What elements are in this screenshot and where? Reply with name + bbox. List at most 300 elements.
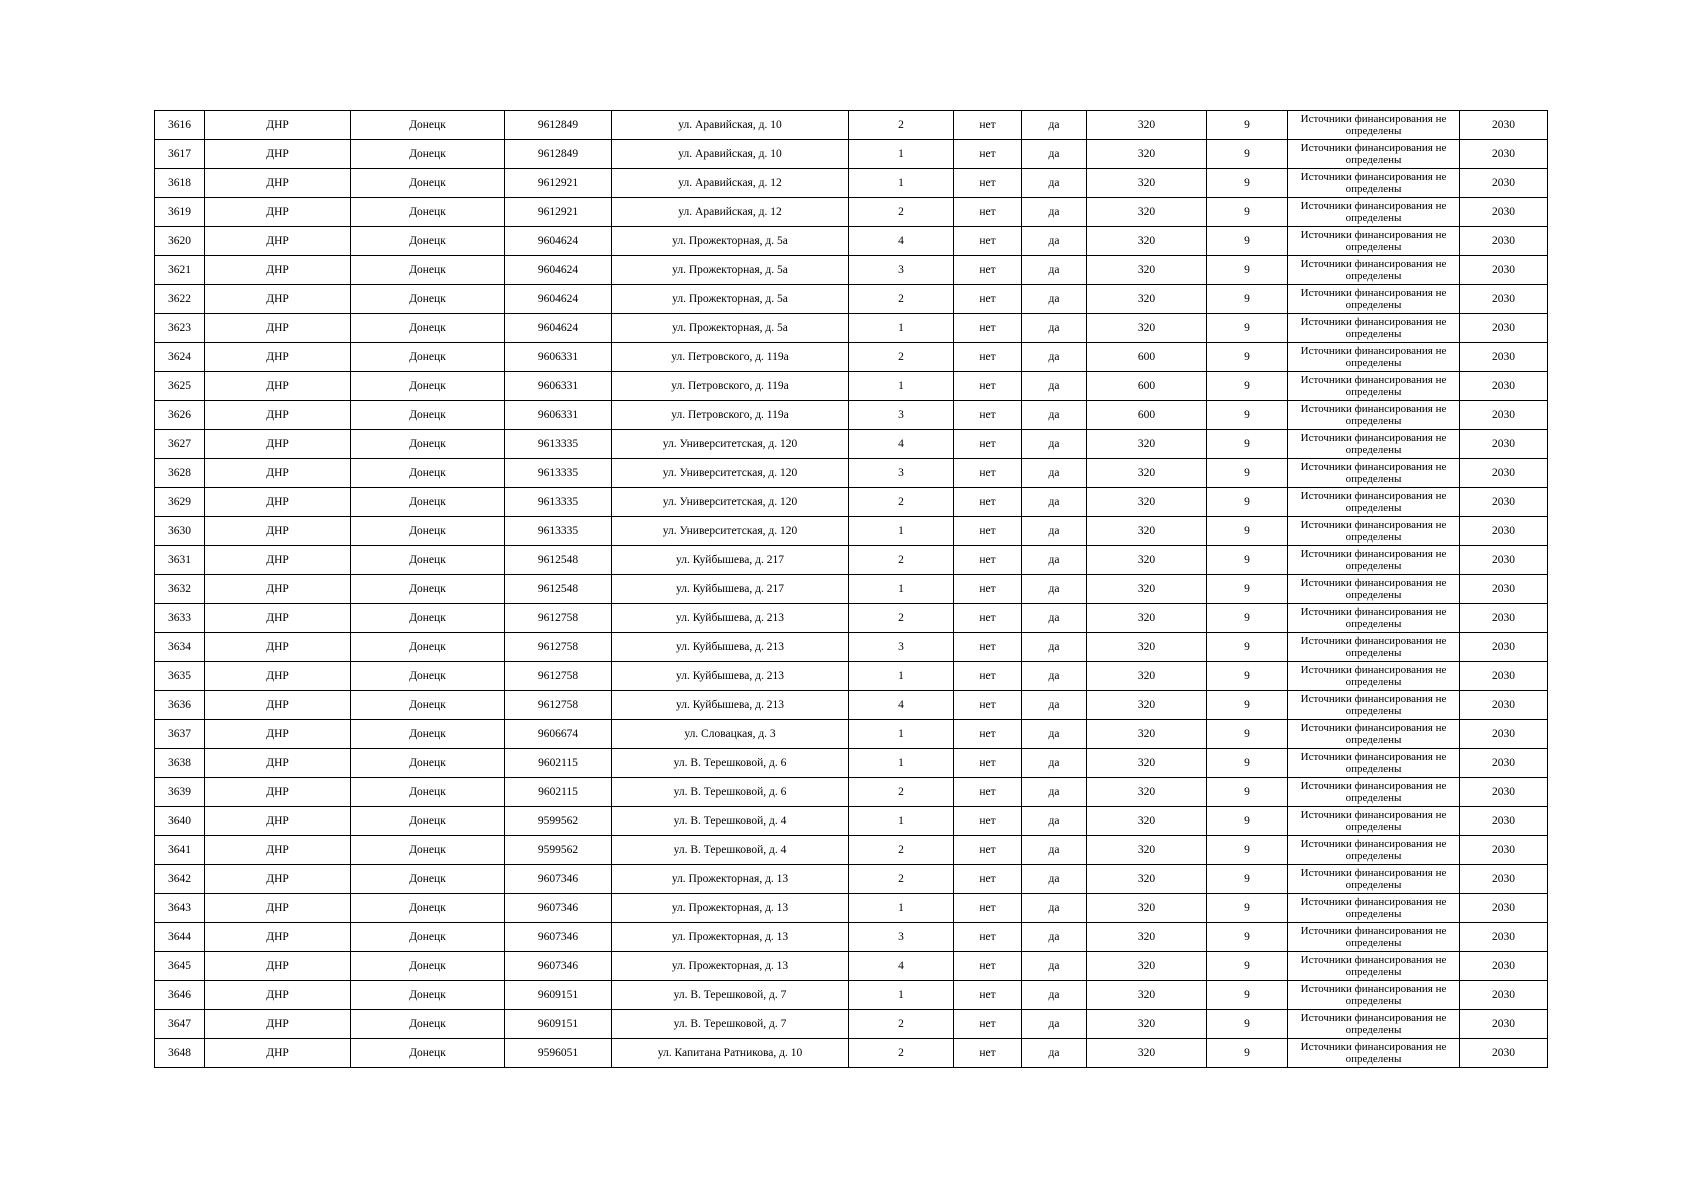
cell-quantity: 320 — [1087, 807, 1207, 836]
cell-building-id: 9612849 — [505, 140, 612, 169]
cell-city: Донецк — [351, 1010, 505, 1039]
cell-city: Донецк — [351, 198, 505, 227]
cell-floors: 9 — [1207, 1010, 1288, 1039]
cell-floors: 9 — [1207, 720, 1288, 749]
cell-year: 2030 — [1460, 836, 1548, 865]
cell-quantity: 320 — [1087, 1039, 1207, 1068]
cell-address: ул. В. Терешковой, д. 6 — [612, 778, 849, 807]
cell-city: Донецк — [351, 720, 505, 749]
cell-col-no: нет — [954, 459, 1022, 488]
cell-row-number: 3619 — [155, 198, 205, 227]
cell-quantity: 320 — [1087, 227, 1207, 256]
table-row — [155, 662, 1548, 691]
cell-region: ДНР — [205, 169, 351, 198]
cell-row-number: 3646 — [155, 981, 205, 1010]
cell-city: Донецк — [351, 256, 505, 285]
cell-quantity: 320 — [1087, 1010, 1207, 1039]
cell-city: Донецк — [351, 807, 505, 836]
cell-funding-source: Источники финансирования не определены — [1288, 343, 1460, 372]
cell-col-yes: да — [1022, 227, 1087, 256]
cell-col-no: нет — [954, 633, 1022, 662]
cell-region: ДНР — [205, 111, 351, 140]
cell-floors: 9 — [1207, 111, 1288, 140]
cell-address: ул. В. Терешковой, д. 7 — [612, 1010, 849, 1039]
cell-year: 2030 — [1460, 981, 1548, 1010]
cell-building-id: 9612758 — [505, 633, 612, 662]
cell-city: Донецк — [351, 836, 505, 865]
cell-city: Донецк — [351, 923, 505, 952]
cell-quantity: 320 — [1087, 314, 1207, 343]
cell-floors: 9 — [1207, 662, 1288, 691]
cell-row-number: 3639 — [155, 778, 205, 807]
cell-address: ул. Куйбышева, д. 213 — [612, 604, 849, 633]
cell-region: ДНР — [205, 372, 351, 401]
cell-row-number: 3638 — [155, 749, 205, 778]
cell-city: Донецк — [351, 894, 505, 923]
cell-floors: 9 — [1207, 1039, 1288, 1068]
cell-row-number: 3628 — [155, 459, 205, 488]
cell-col-yes: да — [1022, 865, 1087, 894]
cell-entrance-number: 1 — [849, 720, 954, 749]
cell-region: ДНР — [205, 140, 351, 169]
table-row — [155, 111, 1548, 140]
cell-col-no: нет — [954, 111, 1022, 140]
cell-funding-source: Источники финансирования не определены — [1288, 1039, 1460, 1068]
cell-year: 2030 — [1460, 1039, 1548, 1068]
cell-year: 2030 — [1460, 546, 1548, 575]
cell-col-no: нет — [954, 314, 1022, 343]
cell-entrance-number: 2 — [849, 1010, 954, 1039]
cell-year: 2030 — [1460, 1010, 1548, 1039]
cell-entrance-number: 4 — [849, 430, 954, 459]
cell-entrance-number: 2 — [849, 285, 954, 314]
cell-quantity: 320 — [1087, 517, 1207, 546]
cell-year: 2030 — [1460, 575, 1548, 604]
cell-funding-source: Источники финансирования не определены — [1288, 865, 1460, 894]
cell-entrance-number: 2 — [849, 778, 954, 807]
cell-funding-source: Источники финансирования не определены — [1288, 807, 1460, 836]
table-row — [155, 865, 1548, 894]
cell-row-number: 3622 — [155, 285, 205, 314]
cell-floors: 9 — [1207, 749, 1288, 778]
cell-entrance-number: 4 — [849, 227, 954, 256]
cell-entrance-number: 1 — [849, 749, 954, 778]
cell-col-no: нет — [954, 488, 1022, 517]
cell-floors: 9 — [1207, 865, 1288, 894]
cell-col-yes: да — [1022, 198, 1087, 227]
cell-quantity: 320 — [1087, 140, 1207, 169]
cell-floors: 9 — [1207, 140, 1288, 169]
cell-floors: 9 — [1207, 401, 1288, 430]
cell-address: ул. Куйбышева, д. 213 — [612, 662, 849, 691]
cell-row-number: 3634 — [155, 633, 205, 662]
cell-quantity: 320 — [1087, 488, 1207, 517]
cell-region: ДНР — [205, 662, 351, 691]
cell-floors: 9 — [1207, 285, 1288, 314]
cell-city: Донецк — [351, 488, 505, 517]
cell-entrance-number: 2 — [849, 604, 954, 633]
cell-city: Донецк — [351, 865, 505, 894]
cell-floors: 9 — [1207, 517, 1288, 546]
cell-col-no: нет — [954, 575, 1022, 604]
cell-city: Донецк — [351, 981, 505, 1010]
cell-col-no: нет — [954, 546, 1022, 575]
cell-funding-source: Источники финансирования не определены — [1288, 111, 1460, 140]
cell-building-id: 9607346 — [505, 923, 612, 952]
cell-quantity: 600 — [1087, 372, 1207, 401]
cell-funding-source: Источники финансирования не определены — [1288, 546, 1460, 575]
cell-region: ДНР — [205, 256, 351, 285]
cell-entrance-number: 1 — [849, 169, 954, 198]
cell-row-number: 3635 — [155, 662, 205, 691]
cell-col-yes: да — [1022, 807, 1087, 836]
cell-year: 2030 — [1460, 662, 1548, 691]
cell-floors: 9 — [1207, 575, 1288, 604]
cell-entrance-number: 2 — [849, 198, 954, 227]
cell-funding-source: Источники финансирования не определены — [1288, 749, 1460, 778]
cell-col-yes: да — [1022, 778, 1087, 807]
cell-floors: 9 — [1207, 952, 1288, 981]
cell-region: ДНР — [205, 865, 351, 894]
cell-address: ул. Прожекторная, д. 5а — [612, 227, 849, 256]
cell-entrance-number: 4 — [849, 691, 954, 720]
cell-building-id: 9613335 — [505, 517, 612, 546]
cell-quantity: 320 — [1087, 894, 1207, 923]
cell-col-no: нет — [954, 894, 1022, 923]
cell-building-id: 9612921 — [505, 169, 612, 198]
cell-building-id: 9606331 — [505, 401, 612, 430]
cell-region: ДНР — [205, 923, 351, 952]
cell-row-number: 3618 — [155, 169, 205, 198]
cell-entrance-number: 4 — [849, 952, 954, 981]
cell-col-no: нет — [954, 140, 1022, 169]
cell-col-no: нет — [954, 256, 1022, 285]
cell-funding-source: Источники финансирования не определены — [1288, 314, 1460, 343]
cell-year: 2030 — [1460, 343, 1548, 372]
cell-col-yes: да — [1022, 691, 1087, 720]
cell-row-number: 3647 — [155, 1010, 205, 1039]
cell-funding-source: Источники финансирования не определены — [1288, 575, 1460, 604]
cell-col-no: нет — [954, 952, 1022, 981]
cell-floors: 9 — [1207, 459, 1288, 488]
cell-quantity: 600 — [1087, 401, 1207, 430]
cell-funding-source: Источники финансирования не определены — [1288, 981, 1460, 1010]
cell-city: Донецк — [351, 111, 505, 140]
cell-col-yes: да — [1022, 285, 1087, 314]
cell-address: ул. Словацкая, д. 3 — [612, 720, 849, 749]
cell-col-yes: да — [1022, 981, 1087, 1010]
cell-address: ул. Аравийская, д. 12 — [612, 169, 849, 198]
cell-funding-source: Источники финансирования не определены — [1288, 836, 1460, 865]
cell-city: Донецк — [351, 285, 505, 314]
cell-col-no: нет — [954, 198, 1022, 227]
cell-city: Донецк — [351, 314, 505, 343]
cell-address: ул. В. Терешковой, д. 4 — [612, 836, 849, 865]
table-row — [155, 691, 1548, 720]
cell-address: ул. Аравийская, д. 10 — [612, 111, 849, 140]
cell-city: Донецк — [351, 662, 505, 691]
cell-building-id: 9604624 — [505, 227, 612, 256]
cell-funding-source: Источники финансирования не определены — [1288, 140, 1460, 169]
cell-region: ДНР — [205, 401, 351, 430]
cell-floors: 9 — [1207, 256, 1288, 285]
cell-year: 2030 — [1460, 111, 1548, 140]
cell-entrance-number: 2 — [849, 836, 954, 865]
cell-city: Донецк — [351, 1039, 505, 1068]
table-row — [155, 1010, 1548, 1039]
cell-col-yes: да — [1022, 256, 1087, 285]
cell-floors: 9 — [1207, 343, 1288, 372]
cell-address: ул. Прожекторная, д. 13 — [612, 894, 849, 923]
cell-col-yes: да — [1022, 546, 1087, 575]
cell-region: ДНР — [205, 952, 351, 981]
cell-col-no: нет — [954, 720, 1022, 749]
cell-floors: 9 — [1207, 836, 1288, 865]
cell-building-id: 9612758 — [505, 691, 612, 720]
table-row — [155, 198, 1548, 227]
cell-building-id: 9613335 — [505, 459, 612, 488]
cell-address: ул. В. Терешковой, д. 7 — [612, 981, 849, 1010]
cell-funding-source: Источники финансирования не определены — [1288, 517, 1460, 546]
cell-city: Донецк — [351, 169, 505, 198]
cell-floors: 9 — [1207, 227, 1288, 256]
cell-col-yes: да — [1022, 488, 1087, 517]
cell-entrance-number: 1 — [849, 372, 954, 401]
cell-row-number: 3642 — [155, 865, 205, 894]
cell-year: 2030 — [1460, 952, 1548, 981]
cell-year: 2030 — [1460, 488, 1548, 517]
cell-city: Донецк — [351, 952, 505, 981]
cell-row-number: 3640 — [155, 807, 205, 836]
cell-funding-source: Источники финансирования не определены — [1288, 691, 1460, 720]
table-row — [155, 604, 1548, 633]
table-row — [155, 923, 1548, 952]
cell-entrance-number: 2 — [849, 546, 954, 575]
cell-funding-source: Источники финансирования не определены — [1288, 401, 1460, 430]
cell-funding-source: Источники финансирования не определены — [1288, 1010, 1460, 1039]
cell-row-number: 3636 — [155, 691, 205, 720]
cell-address: ул. Аравийская, д. 10 — [612, 140, 849, 169]
cell-entrance-number: 3 — [849, 633, 954, 662]
cell-col-no: нет — [954, 372, 1022, 401]
cell-region: ДНР — [205, 720, 351, 749]
cell-city: Донецк — [351, 372, 505, 401]
cell-row-number: 3641 — [155, 836, 205, 865]
cell-quantity: 320 — [1087, 923, 1207, 952]
cell-city: Донецк — [351, 459, 505, 488]
cell-region: ДНР — [205, 343, 351, 372]
table-row — [155, 256, 1548, 285]
table-body — [155, 111, 1548, 1068]
cell-year: 2030 — [1460, 459, 1548, 488]
cell-year: 2030 — [1460, 865, 1548, 894]
cell-funding-source: Источники финансирования не определены — [1288, 952, 1460, 981]
cell-address: ул. Прожекторная, д. 5а — [612, 314, 849, 343]
cell-building-id: 9609151 — [505, 1010, 612, 1039]
cell-year: 2030 — [1460, 691, 1548, 720]
cell-floors: 9 — [1207, 778, 1288, 807]
cell-row-number: 3648 — [155, 1039, 205, 1068]
cell-year: 2030 — [1460, 198, 1548, 227]
cell-col-no: нет — [954, 865, 1022, 894]
cell-floors: 9 — [1207, 691, 1288, 720]
cell-quantity: 320 — [1087, 169, 1207, 198]
cell-quantity: 320 — [1087, 575, 1207, 604]
cell-col-no: нет — [954, 807, 1022, 836]
cell-year: 2030 — [1460, 633, 1548, 662]
cell-floors: 9 — [1207, 981, 1288, 1010]
cell-funding-source: Источники финансирования не определены — [1288, 372, 1460, 401]
cell-city: Донецк — [351, 778, 505, 807]
cell-row-number: 3643 — [155, 894, 205, 923]
cell-funding-source: Источники финансирования не определены — [1288, 285, 1460, 314]
table-row — [155, 749, 1548, 778]
cell-entrance-number: 2 — [849, 343, 954, 372]
cell-entrance-number: 3 — [849, 256, 954, 285]
cell-entrance-number: 1 — [849, 517, 954, 546]
cell-building-id: 9607346 — [505, 894, 612, 923]
cell-funding-source: Источники финансирования не определены — [1288, 430, 1460, 459]
cell-building-id: 9606331 — [505, 372, 612, 401]
cell-col-yes: да — [1022, 314, 1087, 343]
cell-col-yes: да — [1022, 575, 1087, 604]
cell-quantity: 320 — [1087, 836, 1207, 865]
cell-building-id: 9602115 — [505, 749, 612, 778]
cell-col-yes: да — [1022, 662, 1087, 691]
cell-col-no: нет — [954, 836, 1022, 865]
cell-address: ул. Капитана Ратникова, д. 10 — [612, 1039, 849, 1068]
cell-city: Донецк — [351, 575, 505, 604]
cell-region: ДНР — [205, 836, 351, 865]
cell-funding-source: Источники финансирования не определены — [1288, 662, 1460, 691]
cell-col-yes: да — [1022, 749, 1087, 778]
cell-col-yes: да — [1022, 1010, 1087, 1039]
table-row — [155, 372, 1548, 401]
cell-row-number: 3632 — [155, 575, 205, 604]
cell-city: Донецк — [351, 343, 505, 372]
cell-city: Донецк — [351, 227, 505, 256]
cell-col-yes: да — [1022, 836, 1087, 865]
cell-entrance-number: 2 — [849, 111, 954, 140]
table-row — [155, 1039, 1548, 1068]
cell-region: ДНР — [205, 1039, 351, 1068]
cell-address: ул. Петровского, д. 119а — [612, 343, 849, 372]
cell-year: 2030 — [1460, 430, 1548, 459]
cell-building-id: 9612921 — [505, 198, 612, 227]
table-row — [155, 952, 1548, 981]
cell-floors: 9 — [1207, 169, 1288, 198]
cell-year: 2030 — [1460, 720, 1548, 749]
cell-col-no: нет — [954, 749, 1022, 778]
cell-row-number: 3627 — [155, 430, 205, 459]
cell-entrance-number: 3 — [849, 459, 954, 488]
table-row — [155, 546, 1548, 575]
cell-region: ДНР — [205, 749, 351, 778]
cell-col-yes: да — [1022, 633, 1087, 662]
cell-building-id: 9612548 — [505, 575, 612, 604]
cell-year: 2030 — [1460, 285, 1548, 314]
cell-col-yes: да — [1022, 517, 1087, 546]
cell-col-yes: да — [1022, 430, 1087, 459]
table-row — [155, 778, 1548, 807]
cell-funding-source: Источники финансирования не определены — [1288, 778, 1460, 807]
cell-entrance-number: 1 — [849, 981, 954, 1010]
table-row — [155, 575, 1548, 604]
table-row — [155, 488, 1548, 517]
table-row — [155, 459, 1548, 488]
cell-address: ул. Куйбышева, д. 217 — [612, 575, 849, 604]
cell-building-id: 9613335 — [505, 488, 612, 517]
cell-entrance-number: 2 — [849, 865, 954, 894]
cell-row-number: 3631 — [155, 546, 205, 575]
cell-col-no: нет — [954, 691, 1022, 720]
cell-building-id: 9604624 — [505, 256, 612, 285]
cell-city: Донецк — [351, 749, 505, 778]
table-row — [155, 981, 1548, 1010]
cell-quantity: 320 — [1087, 256, 1207, 285]
cell-funding-source: Источники финансирования не определены — [1288, 459, 1460, 488]
cell-floors: 9 — [1207, 430, 1288, 459]
cell-building-id: 9609151 — [505, 981, 612, 1010]
cell-funding-source: Источники финансирования не определены — [1288, 894, 1460, 923]
cell-funding-source: Источники финансирования не определены — [1288, 633, 1460, 662]
cell-col-no: нет — [954, 430, 1022, 459]
table-row — [155, 314, 1548, 343]
cell-entrance-number: 2 — [849, 1039, 954, 1068]
data-table — [154, 110, 1548, 1068]
cell-city: Донецк — [351, 633, 505, 662]
cell-building-id: 9606331 — [505, 343, 612, 372]
cell-address: ул. В. Терешковой, д. 6 — [612, 749, 849, 778]
cell-building-id: 9612758 — [505, 662, 612, 691]
cell-row-number: 3626 — [155, 401, 205, 430]
cell-row-number: 3624 — [155, 343, 205, 372]
cell-year: 2030 — [1460, 807, 1548, 836]
cell-region: ДНР — [205, 546, 351, 575]
cell-quantity: 320 — [1087, 546, 1207, 575]
cell-quantity: 320 — [1087, 430, 1207, 459]
cell-year: 2030 — [1460, 227, 1548, 256]
cell-quantity: 320 — [1087, 285, 1207, 314]
cell-entrance-number: 1 — [849, 140, 954, 169]
cell-col-no: нет — [954, 285, 1022, 314]
cell-region: ДНР — [205, 517, 351, 546]
cell-building-id: 9599562 — [505, 836, 612, 865]
cell-entrance-number: 3 — [849, 401, 954, 430]
cell-quantity: 320 — [1087, 198, 1207, 227]
cell-col-no: нет — [954, 227, 1022, 256]
cell-col-no: нет — [954, 343, 1022, 372]
cell-col-no: нет — [954, 1010, 1022, 1039]
cell-entrance-number: 1 — [849, 575, 954, 604]
cell-building-id: 9613335 — [505, 430, 612, 459]
cell-year: 2030 — [1460, 314, 1548, 343]
cell-floors: 9 — [1207, 372, 1288, 401]
table-row — [155, 169, 1548, 198]
table-row — [155, 836, 1548, 865]
cell-funding-source: Источники финансирования не определены — [1288, 720, 1460, 749]
cell-address: ул. В. Терешковой, д. 4 — [612, 807, 849, 836]
table-row — [155, 633, 1548, 662]
cell-building-id: 9604624 — [505, 285, 612, 314]
cell-year: 2030 — [1460, 778, 1548, 807]
cell-address: ул. Прожекторная, д. 13 — [612, 865, 849, 894]
cell-col-yes: да — [1022, 894, 1087, 923]
cell-floors: 9 — [1207, 198, 1288, 227]
cell-building-id: 9607346 — [505, 865, 612, 894]
cell-address: ул. Университетская, д. 120 — [612, 459, 849, 488]
cell-floors: 9 — [1207, 314, 1288, 343]
